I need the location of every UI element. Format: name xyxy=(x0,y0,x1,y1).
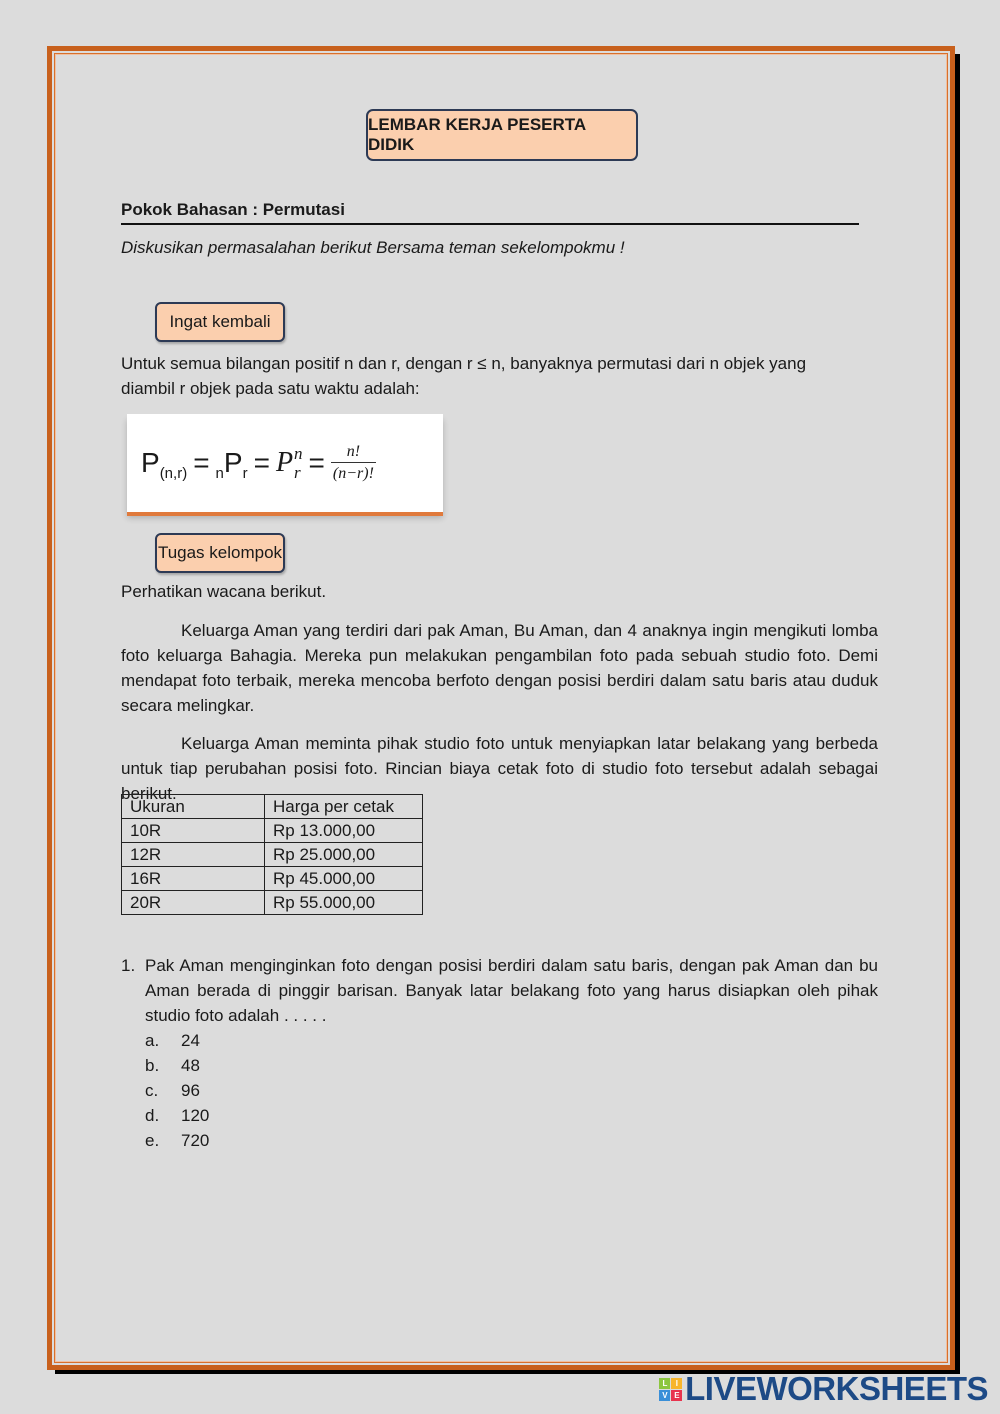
table-header-row: Ukuran Harga per cetak xyxy=(122,795,423,819)
task-label: Tugas kelompok xyxy=(155,533,285,573)
worksheet-title: LEMBAR KERJA PESERTA DIDIK xyxy=(366,109,638,161)
formula-sub: (n,r) xyxy=(159,465,188,482)
formula-pre: n xyxy=(215,465,224,482)
table-row: 10R Rp 13.000,00 xyxy=(122,819,423,843)
logo-icon: L I V E xyxy=(659,1378,682,1401)
recall-label: Ingat kembali xyxy=(155,302,285,342)
answer-options xyxy=(145,1028,209,1153)
option-d[interactable]: d. 120 xyxy=(145,1106,210,1125)
formula-eq: = xyxy=(193,447,210,478)
formula-eq: = xyxy=(253,447,270,478)
price-table xyxy=(121,794,423,915)
subject-heading: Pokok Bahasan : Permutasi xyxy=(121,200,345,219)
question-number: 1. xyxy=(121,956,136,975)
formula-row xyxy=(141,442,376,484)
permutation-formula xyxy=(127,414,443,512)
formula-p: P xyxy=(141,447,160,478)
instruction: Diskusikan permasalahan berikut Bersama teman sekelompokmu ! xyxy=(121,238,625,257)
option-e[interactable]: e. 720 xyxy=(145,1131,210,1150)
formula-r: r xyxy=(242,465,248,482)
intro-text: Perhatikan wacana berikut. xyxy=(121,582,327,601)
recall-text: Untuk semua bilangan positif n dan r, dengan r ≤ n, banyaknya permutasi dari n objek yang diambil r objek pada satu waktu adalah: xyxy=(121,354,807,398)
question-text: Pak Aman menginginkan foto dengan posisi berdiri dalam satu baris, dengan pak Aman dan bu Aman berada di pinggir barisan. Banyak latar belakang foto yang harus disiapkan oleh pihak studio foto adalah . . . . . xyxy=(145,956,878,1025)
story-paragraph-1: Keluarga Aman yang terdiri dari pak Aman, Bu Aman, dan 4 anaknya ingin mengikuti lomba foto keluarga Bahagia. Mereka pun melakukan pengambilan foto pada sebuah studio foto. Demi mendapat foto terbaik, mereka mencoba berfoto dengan posisi berdiri dalam satu baris atau duduk secara melingkar. xyxy=(121,621,878,715)
formula-fraction: $\frac{n!}{(n-r)!}$ xyxy=(332,443,374,482)
formula-p2: P xyxy=(223,447,243,478)
option-a[interactable]: a. 24 xyxy=(145,1031,200,1050)
liveworksheets-logo: L I V E LIVEWORKSHEETS xyxy=(659,1370,988,1408)
table-row: 16R Rp 45.000,00 xyxy=(122,867,423,891)
formula-eq: = xyxy=(308,447,325,478)
story-paragraph-2: Keluarga Aman meminta pihak studio foto untuk menyiapkan latar belakang yang berbeda untuk tiap perubahan posisi foto. Rincian biaya cetak foto di studio foto tersebut adalah sebagai berikut. xyxy=(121,734,878,803)
divider xyxy=(121,223,859,225)
formula-p-italic: P n r xyxy=(275,444,303,482)
table-row: 20R Rp 55.000,00 xyxy=(122,891,423,915)
option-c[interactable]: c. 96 xyxy=(145,1081,200,1100)
table-row: 12R Rp 25.000,00 xyxy=(122,843,423,867)
option-b[interactable]: b. 48 xyxy=(145,1056,200,1075)
